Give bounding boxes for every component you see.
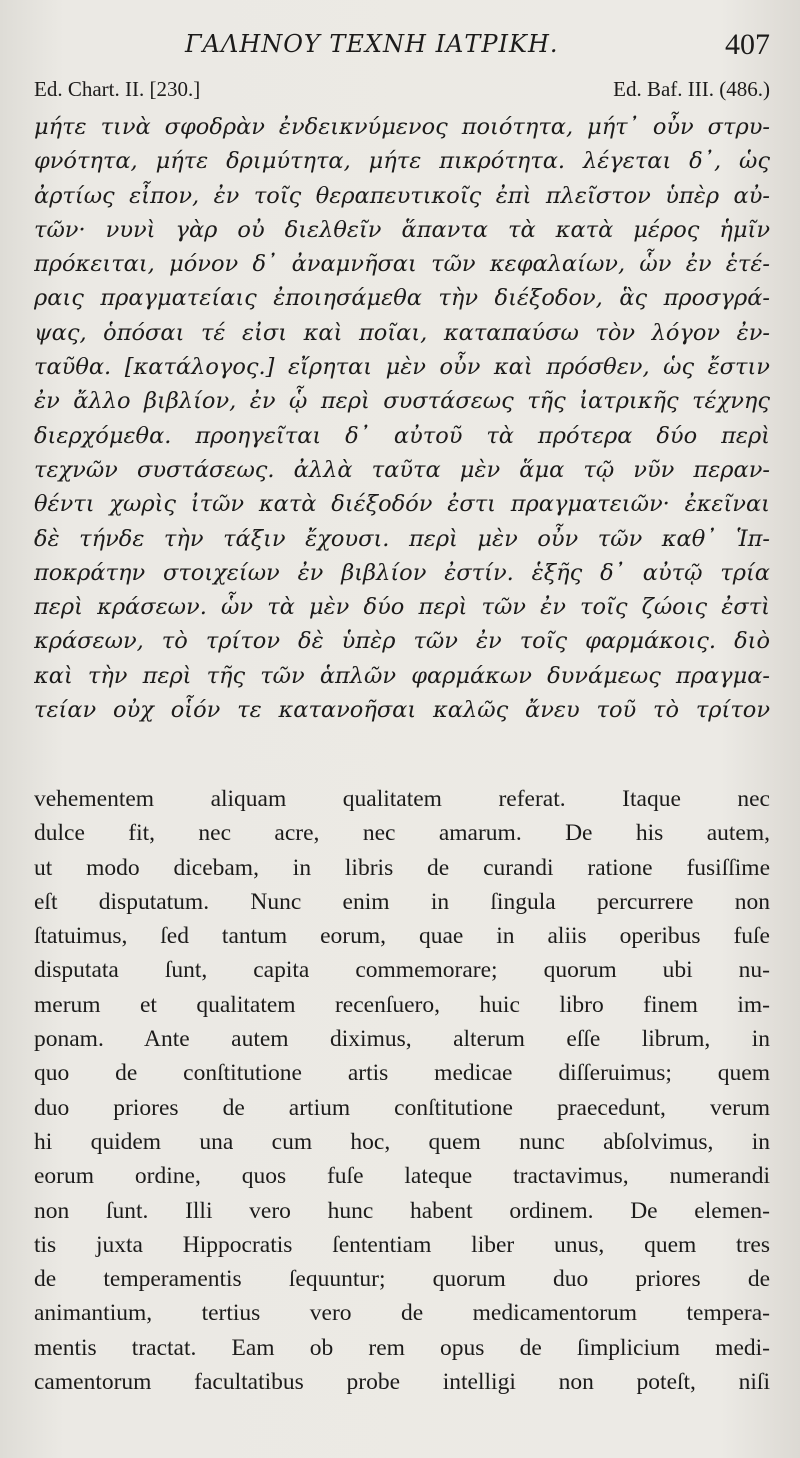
page-number: 407 xyxy=(725,28,770,61)
edition-references xyxy=(34,77,770,105)
greek-text-line: διερχόμεθα. προηγεῖται δ᾽ αὐτοῦ τὰ πρότερα δύο περὶ xyxy=(34,422,770,449)
greek-text-line: φνότητα, μήτε δριμύτητα, μήτε πικρότητα. λέγεται δ᾽, ὡς xyxy=(34,148,770,175)
greek-text-line: ἐν ἄλλο βιβλίον, ἐν ᾧ περὶ συστάσεως τῆς ἰατρικῆς τέχνης xyxy=(34,388,770,415)
latin-text-block xyxy=(34,782,770,1399)
latin-text-line: duo priores de artium conſtitutione praecedunt, verum xyxy=(34,1094,770,1121)
latin-text-line: non ſunt. Illi vero hunc habent ordinem. De elemen- xyxy=(34,1197,770,1224)
greek-text-line: περὶ κράσεων. ὧν τὰ μὲν δύο περὶ τῶν ἐν τοῖς ζώοις ἐστὶ xyxy=(34,594,770,621)
edition-reference-right: Ed. Baf. III. (486.) xyxy=(613,77,770,101)
greek-text-line: πρόκειται, μόνον δ᾽ ἀναμνῆσαι τῶν κεφαλαίων, ὧν ἐν ἑτέ- xyxy=(34,251,770,278)
latin-text-line: disputata ſunt, capita commemorare; quorum ubi nu- xyxy=(34,957,770,984)
latin-text-line: eorum ordine, quos fuſe lateque tractavimus, numerandi xyxy=(34,1163,770,1190)
latin-text-line: quo de conſtitutione artis medicae diſſeruimus; quem xyxy=(34,1060,770,1087)
greek-text-block xyxy=(34,110,770,727)
edition-reference-left: Ed. Chart. II. [230.] xyxy=(34,77,201,101)
greek-text-line: θέντι χωρὶς ἰτῶν κατὰ διέξοδόν ἐστι πραγματειῶν· ἐκεῖναι xyxy=(34,491,770,518)
greek-text-line: καὶ τὴν περὶ τῆς τῶν ἁπλῶν φαρμάκων δυνάμεως πραγμα- xyxy=(34,662,770,689)
latin-text-line: camentorum facultatibus probe intelligi non poteſt, niſi xyxy=(34,1369,770,1396)
greek-text-line: ποκράτην στοιχείων ἐν βιβλίον ἐστίν. ἑξῆς δ᾽ αὐτῷ τρία xyxy=(34,559,770,586)
latin-text-line: tis juxta Hippocratis ſententiam liber unus, quem tres xyxy=(34,1231,770,1258)
running-head xyxy=(0,28,800,68)
latin-text-line: merum et qualitatem recenſuero, huic libro finem im- xyxy=(34,991,770,1018)
greek-text-line: ἀρτίως εἶπον, ἐν τοῖς θεραπευτικοῖς ἐπὶ πλεῖστον ὑπὲρ αὐ- xyxy=(34,182,770,209)
running-title: ΓΑΛΗΝΟΥ ΤΕΧΝΗ ΙΑΤΡΙΚΗ. xyxy=(185,30,559,58)
greek-text-line: μήτε τινὰ σφοδρὰν ἐνδεικνύμενος ποιότητα, μήτ᾽ οὖν στρυ- xyxy=(34,114,770,140)
greek-text-line: ταῦθα. [κατάλογος.] εἴρηται μὲν οὖν καὶ πρόσθεν, ὡς ἔστιν xyxy=(34,354,770,381)
latin-text-line: ſtatuimus, ſed tantum eorum, quae in aliis operibus fuſe xyxy=(34,923,770,950)
latin-text-line: eſt disputatum. Nunc enim in ſingula percurrere non xyxy=(34,888,770,915)
greek-text-line: δὲ τήνδε τὴν τάξιν ἔχουσι. περὶ μὲν οὖν τῶν καθ᾽ Ἱπ- xyxy=(34,525,770,552)
latin-text-line: animantium, tertius vero de medicamentorum tempera- xyxy=(34,1300,770,1327)
greek-text-line: κράσεων, τὸ τρίτον δὲ ὑπὲρ τῶν ἐν τοῖς φαρμάκοις. διὸ xyxy=(34,628,770,655)
latin-text-line: ut modo dicebam, in libris de curandi ratione fusiſſime xyxy=(34,854,770,881)
latin-text-line: hi quidem una cum hoc, quem nunc abſolvimus, in xyxy=(34,1128,770,1155)
greek-text-line: ψας, ὁπόσαι τέ εἰσι καὶ ποῖαι, καταπαύσω τὸν λόγον ἐν- xyxy=(34,319,770,346)
latin-text-line: ponam. Ante autem diximus, alterum eſſe librum, in xyxy=(34,1026,770,1053)
greek-text-line: τεχνῶν συστάσεως. ἀλλὰ ταῦτα μὲν ἅμα τῷ νῦν περαν- xyxy=(34,456,770,483)
greek-text-line: τείαν οὐχ οἷόν τε κατανοῆσαι καλῶς ἄνευ τοῦ τὸ τρίτον xyxy=(34,697,770,724)
latin-text-line: mentis tractat. Eam ob rem opus de ſimplicium medi- xyxy=(34,1334,770,1361)
latin-text-line: dulce fit, nec acre, nec amarum. De his autem, xyxy=(34,820,770,847)
latin-text-line: vehementem aliquam qualitatem referat. Itaque nec xyxy=(34,786,770,812)
greek-text-line: ραις πραγματείαις ἐποιησάμεθα τὴν διέξοδον, ἃς προσγρά- xyxy=(34,285,770,312)
greek-text-line: τῶν· νυνὶ γὰρ οὐ διελθεῖν ἅπαντα τὰ κατὰ μέρος ἡμῖν xyxy=(34,216,770,243)
latin-text-line: de temperamentis ſequuntur; quorum duo priores de xyxy=(34,1266,770,1293)
